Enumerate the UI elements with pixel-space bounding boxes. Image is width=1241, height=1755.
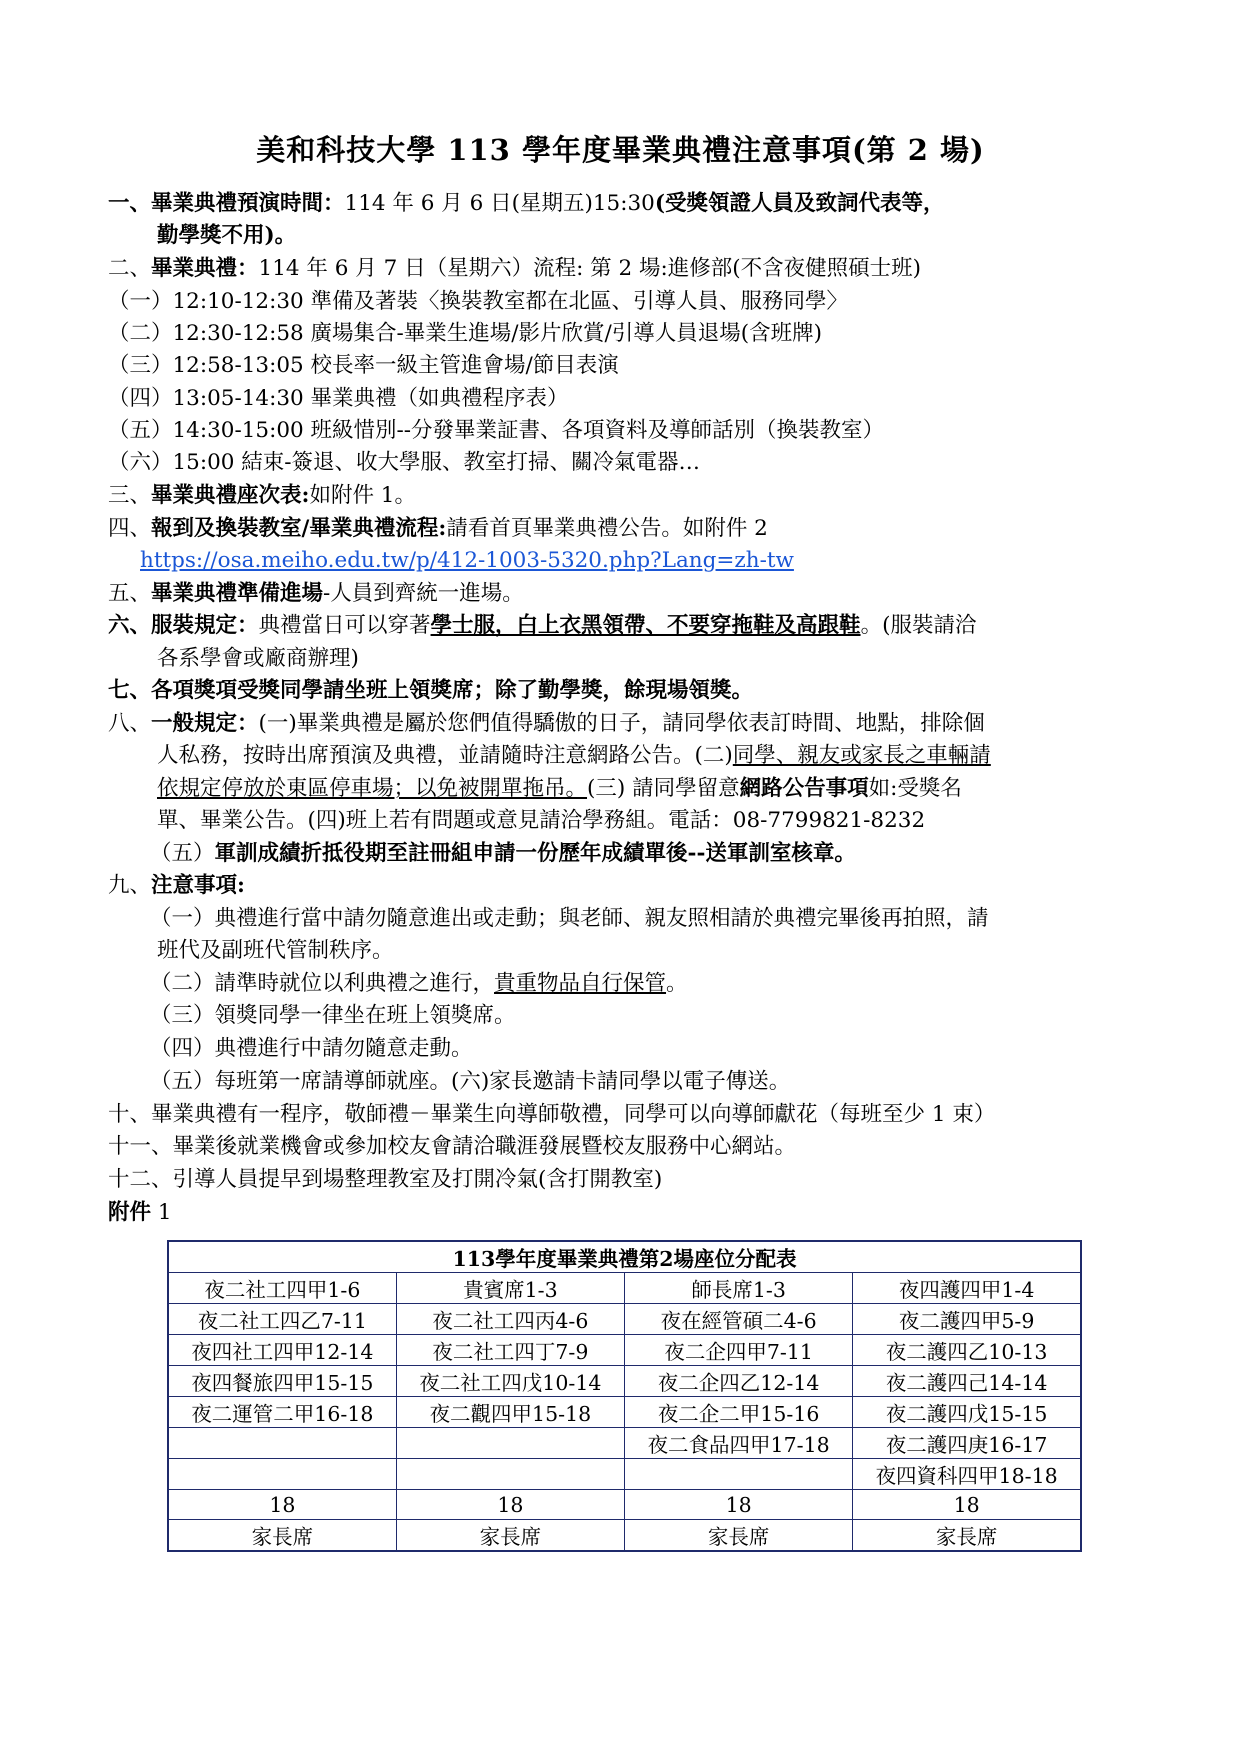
military-credit-note: 軍訓成績折抵役期至註冊組申請一份歷年成績單後--送軍訓室核章。 [214, 841, 856, 866]
table-cell: 夜在經管碩二4-6 [625, 1304, 853, 1335]
section-9-num: 九、 [108, 873, 152, 898]
section-6-text-2: 。(服裝請洽 [860, 613, 977, 638]
table-cell: 夜二社工四丙4-6 [396, 1304, 624, 1335]
table-row [168, 1397, 1081, 1428]
section-2-text: 114 年 6 月 7 日（星期六）流程: 第 2 場:進修部(不含夜健照碩士班) [258, 256, 922, 281]
section-5 [108, 578, 524, 610]
table-cell: 夜二護四甲5-9 [853, 1304, 1081, 1335]
section-2 [108, 253, 921, 285]
table-cell: 家長席 [168, 1520, 396, 1552]
table-cell: 夜二運管二甲16-18 [168, 1397, 396, 1428]
section-1-heading: 畢業典禮預演時間： [151, 191, 345, 216]
attachment-word: 附件 [108, 1200, 152, 1225]
section-3-num: 三、 [108, 483, 152, 508]
table-cell: 夜二企四乙12-14 [625, 1366, 853, 1397]
section-8-line-2 [157, 740, 991, 772]
page-title: 美和科技大學 113 學年度畢業典禮注意事項(第 2 場) [256, 133, 985, 167]
valuables-note: 貴重物品自行保管 [494, 971, 667, 996]
table-cell: 家長席 [396, 1520, 624, 1552]
section-8-line-3-end: 如:受獎名 [868, 776, 962, 801]
section-9 [108, 870, 245, 902]
table-cell: 夜二社工四戊10-14 [396, 1366, 624, 1397]
notice-item: （五）每班第一席請導師就座。(六)家長邀請卡請同學以電子傳送。 [150, 1069, 791, 1094]
table-cell: 家長席 [853, 1520, 1081, 1552]
table-cell: 夜二社工四乙7-11 [168, 1304, 396, 1335]
schedule-item: （二）12:30-12:58 廣場集合-畢業生進場/影片欣賞/引導人員退場(含班牌) [108, 321, 823, 346]
notice-item: （四）典禮進行中請勿隨意走動。 [150, 1036, 473, 1061]
table-cell: 夜二企四甲7-11 [625, 1335, 853, 1366]
table-cell: 夜二護四庚16-17 [853, 1428, 1081, 1459]
parking-rule-1: 同學、親友或家長之車輛請 [732, 743, 991, 768]
section-8-line-1: (一)畢業典禮是屬於您們值得驕傲的日子，請同學依表訂時間、地點，排除個 [258, 711, 985, 736]
schedule-item: （一）12:10-12:30 準備及著裝〈換裝教室都在北區、引導人員、服務同學〉 [108, 289, 849, 314]
table-header-row [168, 1241, 1081, 1273]
section-6 [108, 610, 976, 642]
table-row [168, 1520, 1081, 1552]
section-12: 十二、引導人員提早到場整理教室及打開冷氣(含打開教室) [108, 1167, 663, 1192]
table-cell [168, 1428, 396, 1459]
parking-rule-2: 依規定停放於東區停車場；以免被開單拖吊。 [157, 776, 588, 801]
table-title: 113學年度畢業典禮第2場座位分配表 [168, 1241, 1081, 1273]
table-cell: 18 [853, 1490, 1081, 1520]
table-cell: 夜二護四戊15-15 [853, 1397, 1081, 1428]
table-cell: 夜四餐旅四甲15-15 [168, 1366, 396, 1397]
section-8-line-5-num: （五） [150, 841, 215, 866]
table-row [168, 1366, 1081, 1397]
section-1 [108, 188, 945, 220]
section-7-num: 七、 [108, 678, 152, 703]
section-1-note: (受獎領證人員及致詞代表等， [654, 191, 945, 216]
table-row [168, 1428, 1081, 1459]
table-cell: 18 [625, 1490, 853, 1520]
table-row [168, 1304, 1081, 1335]
table-row [168, 1273, 1081, 1304]
table-body [168, 1273, 1081, 1552]
table-cell: 夜二護四己14-14 [853, 1366, 1081, 1397]
notice-item: （三）領獎同學一律坐在班上領獎席。 [150, 1003, 516, 1028]
section-4-text: 請看首頁畢業典禮公告。如附件 2 [446, 516, 768, 541]
schedule-item: （三）12:58-13:05 校長率一級主管進會場/節目表演 [108, 353, 619, 378]
table-cell: 18 [168, 1490, 396, 1520]
section-6-heading: 服裝規定： [151, 613, 259, 638]
schedule-item: （四）13:05-14:30 畢業典禮（如典禮程序表） [108, 386, 569, 411]
table-cell: 夜二企二甲15-16 [625, 1397, 853, 1428]
table-cell: 夜二觀四甲15-18 [396, 1397, 624, 1428]
table-row [168, 1459, 1081, 1490]
table-cell [168, 1459, 396, 1490]
section-3-heading: 畢業典禮座次表: [151, 483, 310, 508]
notice-item: （一）典禮進行當中請勿隨意進出或走動；與老師、親友照相請於典禮完畢後再拍照，請 [150, 906, 989, 931]
section-8-line-3 [157, 773, 962, 805]
section-10: 十、畢業典禮有一程序，敬師禮－畢業生向導師敬禮，同學可以向導師獻花（每班至少 1 束） [108, 1102, 996, 1127]
section-6-cont: 各系學會或廠商辦理) [157, 646, 359, 671]
section-4-heading: 報到及換裝教室/畢業典禮流程: [151, 516, 447, 541]
section-5-num: 五、 [108, 581, 152, 606]
seat-allocation-table [167, 1240, 1082, 1552]
section-8-line-3-text: (三) 請同學留意 [587, 776, 740, 801]
table-row [168, 1490, 1081, 1520]
section-6-text: 典禮當日可以穿著 [258, 613, 431, 638]
table-cell: 夜四社工四甲12-14 [168, 1335, 396, 1366]
table-cell: 夜二護四乙10-13 [853, 1335, 1081, 1366]
table-cell: 夜二社工四甲1-6 [168, 1273, 396, 1304]
table-cell [625, 1459, 853, 1490]
table-cell: 夜四資科四甲18-18 [853, 1459, 1081, 1490]
section-5-text: -人員到齊統一進場。 [323, 581, 524, 606]
section-3 [108, 480, 416, 512]
section-6-num: 六、 [108, 613, 152, 638]
section-8-line-5 [150, 838, 856, 870]
section-1-num: 一、 [108, 191, 152, 216]
table-row [168, 1335, 1081, 1366]
section-4-link-line [140, 545, 794, 577]
dress-code-rule: 學士服，白上衣黑領帶、不要穿拖鞋及高跟鞋 [430, 613, 861, 638]
table-cell: 貴賓席1-3 [396, 1273, 624, 1304]
section-8-line-4: 單、畢業公告。(四)班上若有問題或意見請洽學務組。電話：08-7799821-8232 [157, 808, 926, 833]
section-3-text: 如附件 1。 [309, 483, 416, 508]
notice-item-2-end: 。 [666, 971, 688, 996]
attachment-label [108, 1197, 172, 1229]
section-7-text: 各項獎項受獎同學請坐班上領獎席；除了勤學獎，餘現場領獎。 [151, 678, 754, 703]
notice-item-2-text: （二）請準時就位以利典禮之進行， [150, 971, 495, 996]
section-8 [108, 708, 985, 740]
section-8-num: 八、 [108, 711, 152, 736]
section-7 [108, 675, 753, 707]
table-cell: 夜二社工四丁7-9 [396, 1335, 624, 1366]
section-2-num: 二、 [108, 256, 152, 281]
schedule-item: （六）15:00 結束-簽退、收大學服、教室打掃、關冷氣電器… [108, 450, 701, 475]
table-cell: 夜四護四甲1-4 [853, 1273, 1081, 1304]
table-cell [396, 1428, 624, 1459]
section-1-text: 114 年 6 月 6 日(星期五)15:30 [344, 191, 655, 216]
section-11: 十一、畢業後就業機會或參加校友會請洽職涯發展暨校友服務中心網站。 [108, 1134, 797, 1159]
section-1-cont: 勤學獎不用)。 [157, 223, 297, 248]
section-4-num: 四、 [108, 516, 152, 541]
network-notice: 網路公告事項 [739, 776, 869, 801]
section-8-line-2-text: 人私務，按時出席預演及典禮，並請隨時注意網路公告。(二) [157, 743, 733, 768]
table-cell [396, 1459, 624, 1490]
section-2-heading: 畢業典禮： [151, 256, 259, 281]
section-8-heading: 一般規定： [151, 711, 259, 736]
section-4 [108, 513, 768, 545]
announcement-link[interactable]: https://osa.meiho.edu.tw/p/412-1003-5320.php?Lang=zh-tw [140, 548, 794, 573]
section-9-heading: 注意事項: [151, 873, 245, 898]
notice-item [150, 968, 688, 1000]
table-cell: 家長席 [625, 1520, 853, 1552]
schedule-item: （五）14:30-15:00 班級惜別--分發畢業証書、各項資料及導師話別（換裝教室） [108, 418, 885, 443]
section-5-heading: 畢業典禮準備進場 [151, 581, 324, 606]
table-cell: 18 [396, 1490, 624, 1520]
attachment-number: 1 [157, 1200, 172, 1225]
notice-item-cont: 班代及副班代管制秩序。 [157, 938, 394, 963]
table-cell: 師長席1-3 [625, 1273, 853, 1304]
table-cell: 夜二食品四甲17-18 [625, 1428, 853, 1459]
